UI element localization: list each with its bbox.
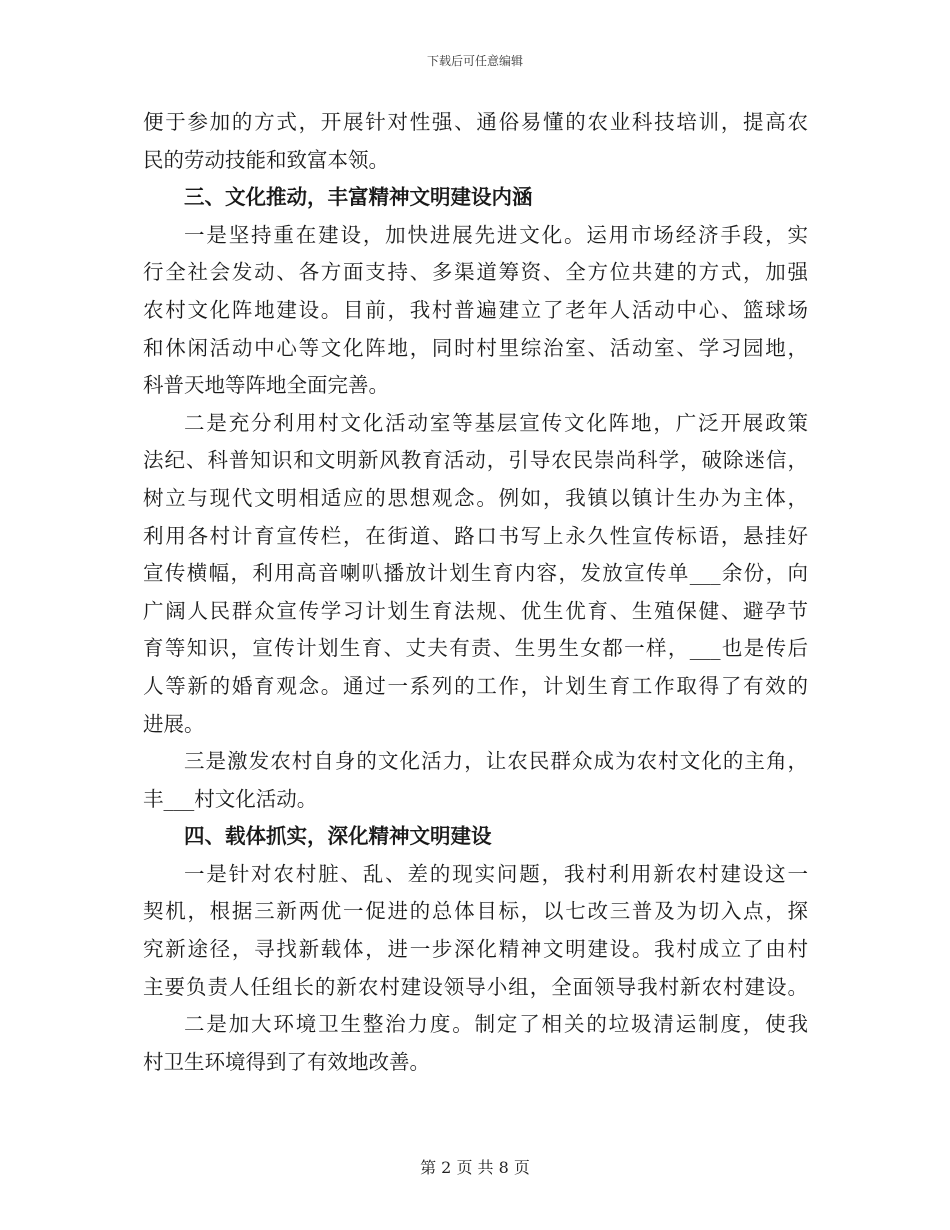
page-number: 第 2 页 共 8 页 — [420, 1158, 530, 1177]
body-line: 科普天地等阵地全面完善。 — [143, 373, 389, 398]
body-line: 农村文化阵地建设。目前，我村普遍建立了老年人活动中心、篮球场 — [143, 297, 808, 322]
body-line: 主要负责人任组长的新农村建设领导小组，全面领导我村新农村建设。 — [143, 974, 808, 999]
body-line: 民的劳动技能和致富本领。 — [143, 147, 389, 172]
body-line: 二是加大环境卫生整治力度。制定了相关的垃圾清运制度，使我 — [184, 1012, 808, 1037]
body-line: 村卫生环境得到了有效地改善。 — [143, 1049, 430, 1074]
body-line: 进展。 — [143, 711, 205, 736]
body-line: 利用各村计育宣传栏，在街道、路口书写上永久性宣传标语，悬挂好 — [143, 523, 808, 548]
body-line: 宣传横幅，利用高音喇叭播放计划生育内容，发放宣传单___余份，向 — [143, 561, 808, 586]
body-line: 二是充分利用村文化活动室等基层宣传文化阵地，广泛开展政策 — [184, 410, 808, 435]
body-line: 究新途径，寻找新载体，进一步深化精神文明建设。我村成立了由村 — [143, 937, 808, 962]
body-line: 广阔人民群众宣传学习计划生育法规、优生优育、生殖保健、避孕节 — [143, 598, 808, 623]
page-header: 下载后可任意编辑 — [426, 54, 523, 68]
body-line: 契机，根据三新两优一促进的总体目标，以七改三普及为切入点，探 — [143, 899, 808, 924]
body-line: 法纪、科普知识和文明新风教育活动，引导农民崇尚科学，破除迷信， — [143, 448, 808, 473]
section-heading: 四、载体抓实，深化精神文明建设 — [184, 824, 492, 849]
body-line: 行全社会发动、各方面支持、多渠道筹资、全方位共建的方式，加强 — [143, 260, 808, 285]
body-line: 育等知识，宣传计划生育、丈夫有责、生男生女都一样，___也是传后 — [143, 636, 808, 661]
body-line: 和休闲活动中心等文化阵地，同时村里综治室、活动室、学习园地， — [143, 335, 808, 360]
body-line: 便于参加的方式，开展针对性强、通俗易懂的农业科技培训，提高农 — [143, 110, 808, 134]
body-line: 三是激发农村自身的文化活力，让农民群众成为农村文化的主角， — [184, 749, 808, 774]
body-line: 人等新的婚育观念。通过一系列的工作，计划生育工作取得了有效的 — [143, 673, 808, 698]
document-body — [143, 104, 808, 1081]
body-line: 一是针对农村脏、乱、差的现实问题，我村利用新农村建设这一 — [184, 861, 808, 886]
body-line: 丰___村文化活动。 — [143, 786, 318, 811]
body-line: 树立与现代文明相适应的思想观念。例如，我镇以镇计生办为主体， — [143, 485, 808, 510]
body-line: 一是坚持重在建设，加快进展先进文化。运用市场经济手段，实 — [184, 222, 808, 247]
section-heading: 三、文化推动，丰富精神文明建设内涵 — [184, 185, 533, 210]
